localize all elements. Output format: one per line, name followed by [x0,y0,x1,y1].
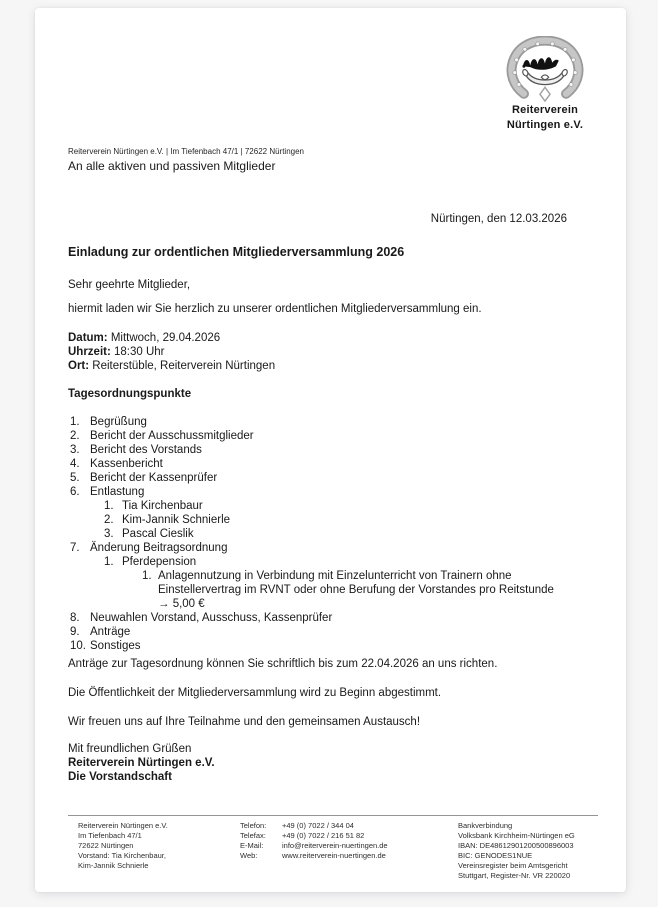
agenda-item-level1 [70,471,595,485]
footer-contact-label: Telefax: [240,831,266,840]
agenda-item-level2 [104,499,595,513]
footer-contact-label: Web: [240,851,258,860]
agenda-item-number: 10. [70,640,86,652]
footer-address-line: Reiterverein Nürtingen e.V. [78,821,168,830]
agenda-item-number: 8. [70,612,80,624]
footer-legal-line: IBAN: DE48612901200500896003 [458,841,574,850]
footer-contact-row [240,851,388,861]
agenda-item-text: Anlagennutzung in Verbindung mit Einzelunterricht von Trainern ohne Einstellervertrag im RVNT oder ohne Berufung der Vorstandes pro Reitstunde → 5,00 € [158,570,554,610]
footer-address-line: Im Tiefenbach 47/1 [78,831,142,840]
agenda-item-level2 [104,513,595,527]
subject-line: Einladung zur ordentlichen Mitgliederversammlung 2026 [68,245,405,259]
footer [68,821,608,885]
meeting-detail-label: Datum: [68,332,108,344]
agenda-list [68,415,595,653]
footer-legal-line: Vereinsregister beim Amtsgericht [458,861,568,870]
address-block [68,146,304,174]
date-line: Nürtingen, den 12.03.2026 [430,213,567,225]
agenda-item-number: 2. [104,514,114,526]
footer-legal-column [458,821,575,881]
recipient-line: An alle aktiven und passiven Mitglieder [68,159,276,173]
agenda-item-text: Pascal Cieslik [122,528,194,540]
footer-contact-value: www.reiterverein-nuertingen.de [282,851,386,860]
agenda-item-text: Entlastung [90,486,145,498]
agenda-item-text: Begrüßung [90,416,147,428]
intro-paragraph: hiermit laden wir Sie herzlich zu unserer ordentlichen Mitgliederversammlung ein. [68,303,482,315]
meeting-detail-row [68,345,595,359]
meeting-detail-value: Reiterstüble, Reiterverein Nürtingen [89,360,276,372]
agenda-item-number: 6. [70,486,80,498]
agenda-item-level1 [70,541,595,555]
agenda-item-level1 [70,611,595,625]
agenda-item-number: 1. [104,500,114,512]
footer-legal-line: Volksbank Kirchheim-Nürtingen eG [458,831,575,840]
footer-divider [68,815,598,816]
closing-organization: Reiterverein Nürtingen e.V. [68,757,215,769]
footer-address-column [78,821,168,871]
deadline-paragraph: Anträge zur Tagesordnung können Sie schriftlich bis zum 22.04.2026 an uns richten. [68,658,498,670]
closing-signature: Die Vorstandschaft [68,771,172,783]
letter-body [68,245,595,784]
footer-legal-line: Bankverbindung [458,821,513,830]
footer-contact-value: +49 (0) 7022 / 216 51 82 [282,831,365,840]
footer-contact-row [240,821,388,831]
footer-contact-row [240,831,388,841]
footer-contact-value: info@reiterverein-nuertingen.de [282,841,388,850]
footer-contact-row [240,841,388,851]
agenda-item-text: Tia Kirchenbaur [122,500,203,512]
footer-contact-label: E-Mail: [240,841,264,850]
agenda-item-number: 1. [70,416,80,428]
footer-address-line: Vorstand: Tia Kirchenbaur, [78,851,166,860]
agenda-item-level1 [70,625,595,639]
agenda-item-level3 [142,569,595,611]
logo-text-line2: Nürtingen e.V. [506,118,584,131]
footer-contact-column [240,821,388,861]
agenda-item-number: 1. [142,570,152,582]
agenda-item-text: Bericht der Kassenprüfer [90,472,218,484]
agenda-item-number: 4. [70,458,80,470]
agenda-item-text: Sonstiges [90,640,141,652]
closing-block [68,742,595,784]
agenda-item-text: Bericht des Vorstands [90,444,202,456]
meeting-detail-label: Ort: [68,360,90,372]
meeting-detail-row [68,331,595,345]
closing-greeting: Mit freundlichen Grüßen [68,743,192,755]
meeting-detail-value: 18:30 Uhr [110,346,165,358]
agenda-item-number: 1. [104,556,114,568]
meeting-detail-row [68,359,595,373]
agenda-item-text: Pferdepension [122,556,197,568]
agenda-item-number: 2. [70,430,80,442]
agenda-item-number: 9. [70,626,80,638]
agenda-item-level1 [70,639,595,653]
agenda-item-level1 [70,415,595,429]
footer-legal-line: BIC: GENODES1NUE [458,851,533,860]
agenda-item-text: Bericht der Ausschussmitglieder [90,430,254,442]
footer-contact-value: +49 (0) 7022 / 344 04 [282,821,354,830]
agenda-item-level2 [104,555,595,569]
club-logo [465,36,625,131]
agenda-item-number: 3. [104,528,114,540]
agenda-heading: Tagesordnungspunkte [68,388,192,400]
agenda-item-level1 [70,443,595,457]
logo-text-line1: Reiterverein [512,104,578,116]
meeting-detail-label: Uhrzeit: [68,346,111,358]
footer-address-line: Kim-Jannik Schnierle [78,861,149,870]
meeting-detail-value: Mittwoch, 29.04.2026 [107,332,221,344]
footer-contact-label: Telefon: [240,821,267,830]
salutation: Sehr geehrte Mitglieder, [68,279,191,291]
agenda-item-level2 [104,527,595,541]
agenda-item-text: Kim-Jannik Schnierle [122,514,231,526]
agenda-item-text: Anträge [90,626,131,638]
agenda-item-level1 [70,429,595,443]
meeting-details [68,331,595,373]
thanks-paragraph: Wir freuen uns auf Ihre Teilnahme und den gemeinsamen Austausch! [68,716,421,728]
letter-page [35,8,626,892]
agenda-item-number: 7. [70,542,80,554]
horseshoe-crest-icon [499,36,591,102]
sender-return-address: Reiterverein Nürtingen e.V. | Im Tiefenbach 47/1 | 72622 Nürtingen [68,147,305,156]
agenda-item-number: 3. [70,444,80,456]
footer-legal-line: Stuttgart, Register-Nr. VR 220020 [458,871,571,880]
agenda-item-level1 [70,457,595,471]
footer-address-line: 72622 Nürtingen [78,841,134,850]
agenda-item-text: Kassenbericht [90,458,163,470]
agenda-item-text: Neuwahlen Vorstand, Ausschuss, Kassenprüfer [90,612,333,624]
agenda-item-number: 5. [70,472,80,484]
agenda-item-text: Änderung Beitragsordnung [90,542,228,554]
agenda-item-level1 [70,485,595,499]
public-vote-paragraph: Die Öffentlichkeit der Mitgliederversammlung wird zu Beginn abgestimmt. [68,687,442,699]
